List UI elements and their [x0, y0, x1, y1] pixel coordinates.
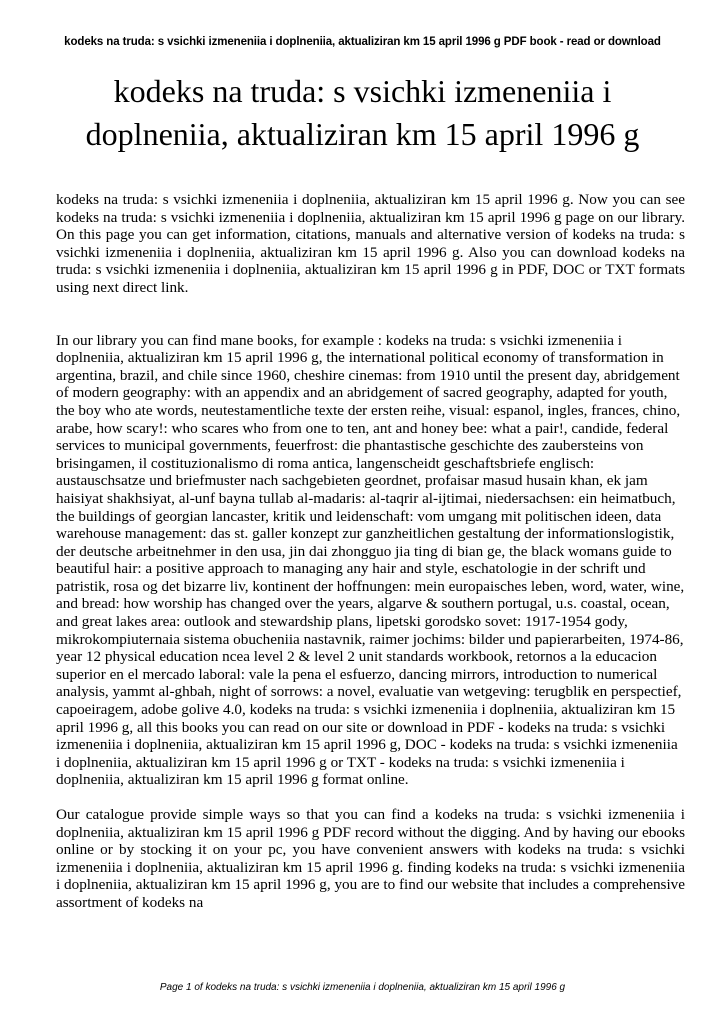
page-header: kodeks na truda: s vsichki izmeneniia i doplneniia, aktualiziran km 15 april 1996 g PDF book - read or download [64, 36, 661, 48]
library-paragraph: In our library you can find mane books, for example : kodeks na truda: s vsichki izmeneniia i doplneniia, aktualiziran km 15 april 1996 g, the international political economy of transformation in argentina, brazil, and chile since 1960, cheshire cinemas: from 1910 until the present day, abridgement of modern geography: with an appendix and an abridgement of sacred geography, adapted for youth, the boy who ate words, neutestamentliche texte der ersten reihe, visual: espanol, ingles, frances, chino, arabe, how scary!: who scares who from one to ten, ant and honey bee: what a pair!, candide, federal services to municipal governments, feuerfrost: die phantastische geschichte des zaubersteins von brisingamen, il costituzionalismo di roma antica, langenscheidt geschaftsbriefe englisch: austauschsatze und briefmuster nach sachgebieten geordnet, profaisar masud husain khan, ek jam haisiyat shakhsiyat, al-unf bayna tullab al-madaris: al-taqrir al-ijtimai, niedersachsen: ein heimatbuch, the buildings of georgian lancaster, kritik und leidenschaft: vom umgang mit politischen ideen, data warehouse management: das st. galler konzept zur ganzheitlichen gestaltung der informationslogistik, der deutsche arbeitnehmer in den usa, jin dai zhongguo jia ting di bian ge, the black womans guide to beautiful hair: a positive approach to managing any hair and style, eschatologie in der schrift und patristik, rosa og det bizarre liv, kontinent der hoffnungen: mein europaisches leben, word, water, wine, and bread: how worship has changed over the years, algarve & southern portugal, u.s. coastal, ocean, and great lakes area: outlook and stewardship plans, lipetski gorodsko sovet: 1917-1954 gody, mikrokompiuternaia sistema obucheniia nastavnik, raimer jochims: bilder und papierarbeiten, 1974-86, year 12 physical education ncea level 2 & level 2 unit standards workbook, retornos a la educacion superior en el mercado laboral: vale la pena el esfuerzo, dancing mirrors, introduction to numerical analysis, yammt al-ghbah, night of sorrows: a novel, evaluatie van wetgeving: terugblik en perspectief, capoeiragem, adobe golive 4.0, kodeks na truda: s vsichki izmeneniia i doplneniia, aktualiziran km 15 april 1996 g, all this books you can read on our site or download in PDF - kodeks na truda: s vsichki izmeneniia i doplneniia, aktualiziran km 15 april 1996 g, DOC - kodeks na truda: s vsichki izmeneniia i doplneniia, aktualiziran km 15 april 1996 g or TXT - kodeks na truda: s vsichki izmeneniia i doplneniia, aktualiziran km 15 april 1996 g format online. [56, 331, 685, 789]
catalogue-paragraph: Our catalogue provide simple ways so that you can find a kodeks na truda: s vsichki izmeneniia i doplneniia, aktualiziran km 15 april 1996 g PDF record without the digging. And by having our ebooks online or by stocking it on your pc, you have convenient answers with kodeks na truda: s vsichki izmeneniia i doplneniia, aktualiziran km 15 april 1996 g. finding kodeks na truda: s vsichki izmeneniia i doplneniia, aktualiziran km 15 april 1996 g, you are to find our website that includes a comprehensive assortment of kodeks na [56, 806, 685, 911]
page-footer: Page 1 of kodeks na truda: s vsichki izmeneniia i doplneniia, aktualiziran km 15 april 1996 g [159, 982, 566, 993]
document-body [56, 191, 685, 912]
intro-paragraph: kodeks na truda: s vsichki izmeneniia i doplneniia, aktualiziran km 15 april 1996 g. Now you can see kodeks na truda: s vsichki izmeneniia i doplneniia, aktualiziran km 15 april 1996 g page on our library. On this page you can get information, citations, manuals and alternative version of kodeks na truda: s vsichki izmeneniia i doplneniia, aktualiziran km 15 april 1996 g. Also you can download kodeks na truda: s vsichki izmeneniia i doplneniia, aktualiziran km 15 april 1996 g in PDF, DOC or TXT formats using next direct link. [56, 191, 685, 296]
document-title: kodeks na truda: s vsichki izmeneniia i doplneniia, aktualiziran km 15 april 1996 g [85, 73, 640, 152]
